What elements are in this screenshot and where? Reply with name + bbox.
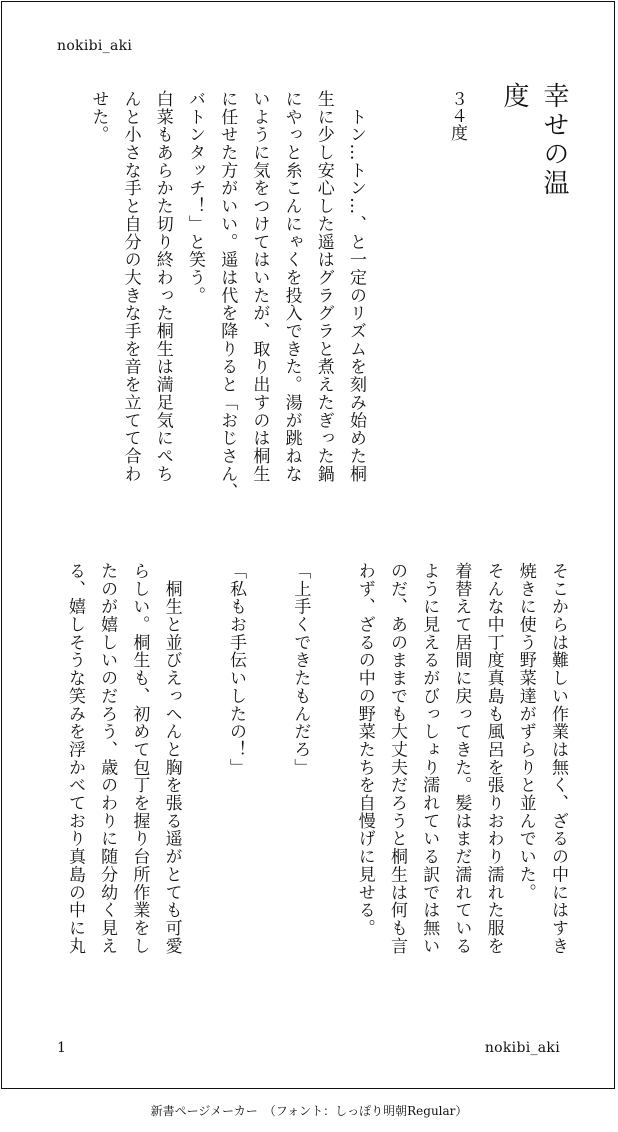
text-line: そんな中丁度真島も風呂を張りおわり濡れた服を — [483, 562, 504, 955]
text-line: トン…トン…、と一定のリズムを刻み始めた桐 — [346, 90, 366, 483]
text-line: 焼きに使う野菜達がずらりと並んでいた。 — [515, 562, 536, 902]
text-line: バトンタッチ！」と笑う。 — [184, 90, 205, 305]
header-author: nokibi_aki — [57, 38, 133, 54]
text-line: に任せた方がいい。遥は代を降りると「おじさん、 — [217, 90, 238, 501]
text-line: らしい。桐生も、初めて包丁を握り台所作業をし — [129, 562, 150, 955]
text-line: いように気をつけてはいたが、取り出すのは桐生 — [249, 90, 270, 483]
text-line: そこからは難しい作業は無く、ざるの中にはすき — [548, 562, 568, 955]
book-page — [1, 1, 615, 1089]
text-line: わず、ざるの中の野菜たちを自慢げに見せる。 — [354, 562, 375, 937]
text-line: せた。 — [88, 90, 109, 144]
chapter-title: 幸せの温度 — [499, 82, 569, 198]
text-line: ように見えるがびっしょり濡れている訳では無い — [419, 562, 440, 955]
dialogue-line: 「上手くできたもんだろ」 — [290, 562, 311, 777]
text-line: んと小さな手と自分の大きな手を音を立てて合わ — [120, 90, 141, 483]
page-number: 1 — [57, 1040, 66, 1056]
text-line: 生に少し安心した遥はグラグラと煮えたぎった鍋 — [313, 90, 334, 483]
text-line: たのが嬉しいのだろう、歳のわりに随分幼く見え — [97, 562, 118, 955]
blank-line — [252, 562, 284, 1008]
dialogue-line: 「私もお手伝いしたの！」 — [225, 562, 246, 777]
text-line: 桐生と並びえっへんと胸を張る遥がとても可愛 — [161, 562, 182, 955]
footer-author: nokibi_aki — [484, 1040, 560, 1056]
text-line: 着替えて居間に戻ってきた。髪はまだ濡れている — [451, 562, 472, 955]
blank-line — [188, 562, 220, 1008]
generator-caption: 新書ページメーカー （フォント：しっぽり明朝Regular） — [150, 1104, 468, 1118]
text-line: 白菜もあらかた切り終わった桐生は満足気にぺち — [152, 90, 173, 483]
text-line: にやっと糸こんにゃくを投入できた。湯が跳ねな — [281, 90, 302, 483]
text-line: のだ、あのままでも大丈夫だろうと桐生は何も言 — [386, 562, 407, 955]
chapter-subtitle: ３４度 — [447, 90, 467, 141]
text-line: る、嬉しそうな笑みを浮かべており真島の中に丸 — [64, 562, 85, 955]
blank-line — [316, 562, 348, 1008]
upper-text-block — [82, 90, 372, 536]
lower-text-block — [44, 562, 574, 1008]
